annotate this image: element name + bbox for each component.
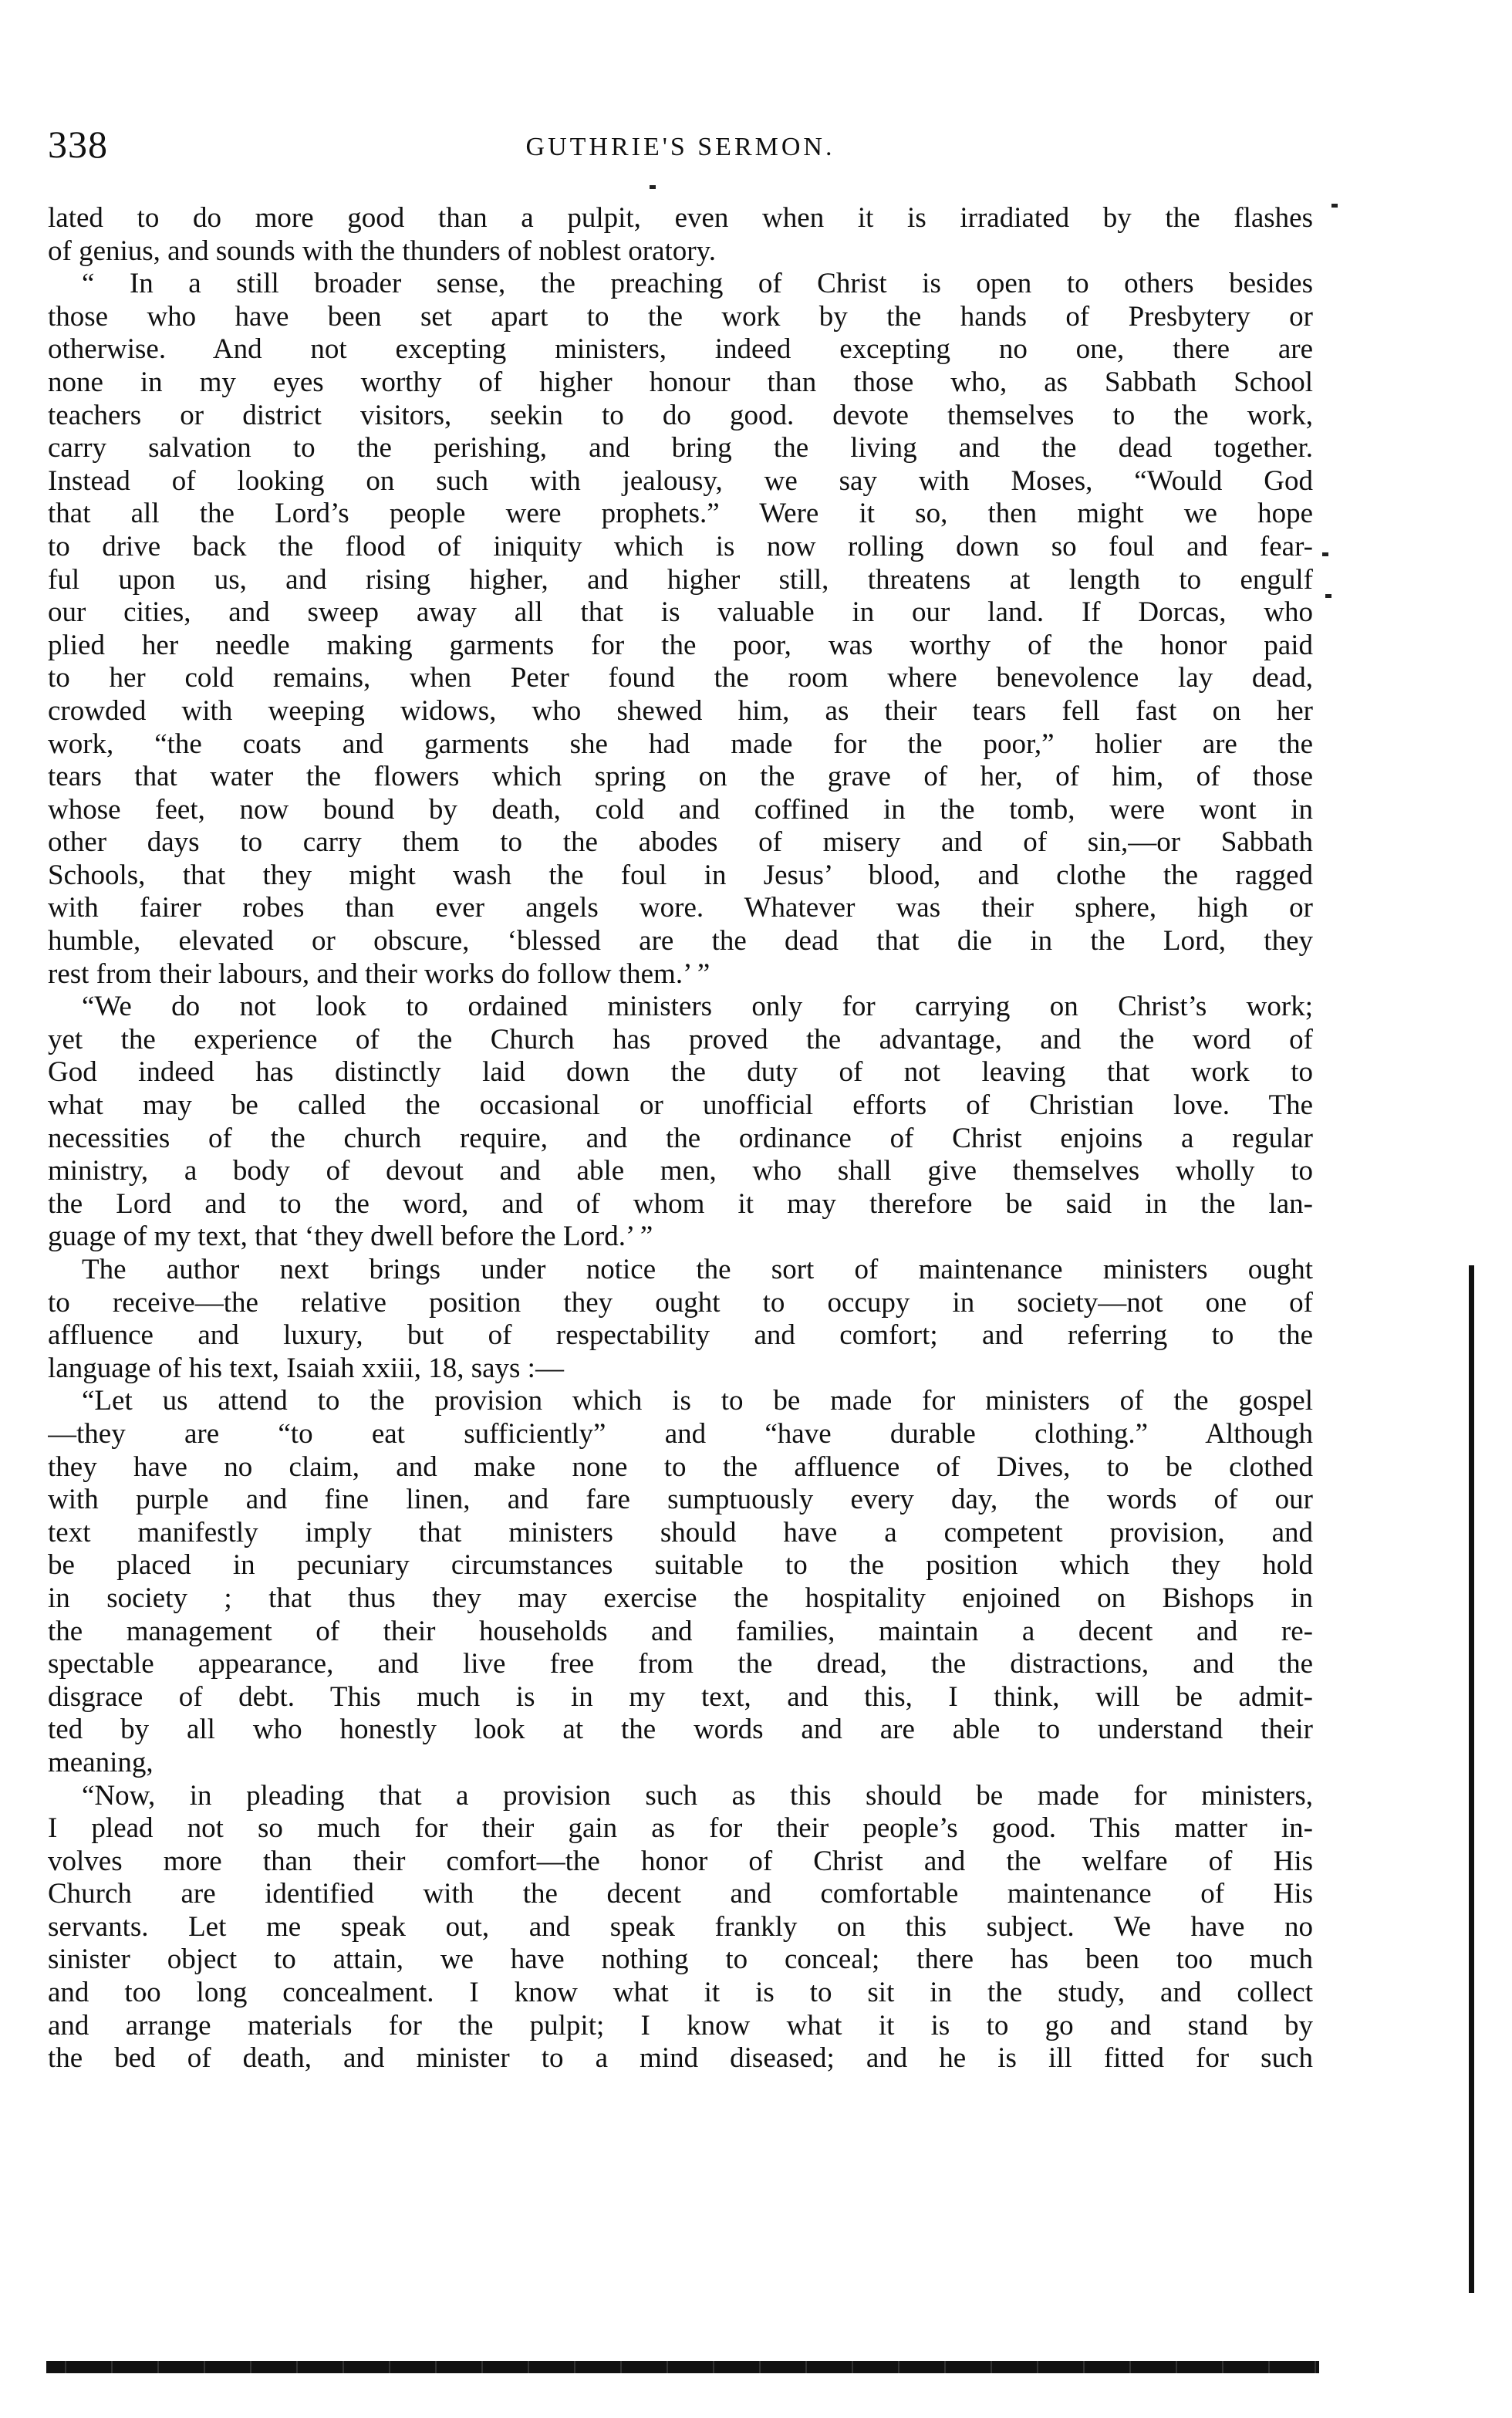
text-line: lated to do more good than a pulpit, even when it is irradiated by the flashes	[48, 202, 1313, 234]
text-line: “Now, in pleading that a provision such as this should be made for ministers,	[82, 1779, 1313, 1812]
text-line: language of his text, Isaiah xxiii, 18, says :—	[48, 1352, 564, 1384]
text-line: text manifestly imply that ministers should have a competent provision, and	[48, 1516, 1313, 1548]
text-line: —they are “to eat sufficiently” and “have durable clothing.” Although	[48, 1417, 1313, 1450]
text-line: rest from their labours, and their works do follow them.’ ”	[48, 957, 710, 990]
text-line: carry salvation to the perishing, and bring the living and the dead together.	[48, 432, 1313, 464]
text-line: Church are identified with the decent and comfortable maintenance of His	[48, 1878, 1313, 1910]
text-line: Instead of looking on such with jealousy, we say with Moses, “Would God	[48, 464, 1313, 497]
scan-speck	[650, 185, 656, 189]
text-line: “Let us attend to the provision which is to be made for ministers of the gospel	[82, 1385, 1313, 1417]
text-line: that all the Lord’s people were prophets.” Were it so, then might we hope	[48, 498, 1313, 530]
text-line: crowded with weeping widows, who shewed him, as their tears fell fast on her	[48, 694, 1313, 727]
text-line: volves more than their comfort—the honor of Christ and the welfare of His	[48, 1845, 1313, 1877]
text-line: ful upon us, and rising higher, and higher still, threatens at length to engulf	[48, 563, 1313, 596]
text-line: affluence and luxury, but of respectability and comfort; and referring to the	[48, 1319, 1313, 1352]
text-line: other days to carry them to the abodes of misery and of sin,—or Sabbath	[48, 826, 1313, 859]
text-line: to drive back the flood of iniquity which is now rolling down so foul and fear-	[48, 530, 1313, 562]
text-line: The author next brings under notice the sort of maintenance ministers ought	[82, 1254, 1313, 1285]
text-line: “ In a still broader sense, the preaching of Christ is open to others besides	[82, 268, 1313, 300]
text-line: work, “the coats and garments she had made for the poor,” holier are the	[48, 728, 1313, 760]
text-line: with purple and fine linen, and fare sumptuously every day, the words of our	[48, 1484, 1313, 1516]
text-line: humble, elevated or obscure, ‘blessed are the dead that die in the Lord, they	[48, 925, 1313, 957]
text-line: those who have been set apart to the work by the hands of Presbytery or	[48, 300, 1313, 333]
text-line: otherwise. And not excepting ministers, indeed excepting no one, there are	[48, 333, 1313, 366]
text-line: plied her needle making garments for the poor, was worthy of the honor paid	[48, 629, 1313, 661]
text-line: ted by all who honestly look at the words and are able to understand their	[48, 1714, 1313, 1746]
text-line: whose feet, now bound by death, cold and coffined in the tomb, were wont in	[48, 793, 1313, 826]
text-line: of genius, and sounds with the thunders of noblest oratory.	[48, 235, 716, 267]
scan-speck	[1331, 204, 1338, 208]
bottom-edge-shadow	[46, 2361, 1319, 2373]
text-line: the Lord and to the word, and of whom it may therefore be said in the lan-	[48, 1187, 1313, 1220]
text-line: and arrange materials for the pulpit; I know what it is to go and stand by	[48, 2009, 1313, 2041]
body-text	[48, 202, 1313, 2075]
text-line: tears that water the flowers which spring on the grave of her, of him, of those	[48, 761, 1313, 793]
text-line: the bed of death, and minister to a mind diseased; and he is ill fitted for such	[48, 2042, 1313, 2075]
page-header	[48, 116, 1313, 170]
text-line: with fairer robes than ever angels wore. Whatever was their sphere, high or	[48, 892, 1313, 924]
text-line: guage of my text, that ‘they dwell before the Lord.’ ”	[48, 1221, 653, 1253]
gutter-shadow	[1469, 1265, 1474, 2293]
scan-speck	[1325, 594, 1331, 598]
text-line: Schools, that they might wash the foul in Jesus’ blood, and clothe the ragged	[48, 859, 1313, 891]
text-line: to her cold remains, when Peter found the room where benevolence lay dead,	[48, 662, 1313, 694]
text-line: spectable appearance, and live free from the dread, the distractions, and the	[48, 1648, 1313, 1680]
text-line: disgrace of debt. This much is in my text, and this, I think, will be admit-	[48, 1680, 1313, 1713]
text-line: our cities, and sweep away all that is valuable in our land. If Dorcas, who	[48, 596, 1313, 629]
text-line: none in my eyes worthy of higher honour than those who, as Sabbath School	[48, 366, 1313, 398]
scan-speck	[1322, 552, 1328, 556]
text-line: teachers or district visitors, seekin to do good. devote themselves to the work,	[48, 399, 1313, 431]
text-line: I plead not so much for their gain as for their people’s good. This matter in-	[48, 1812, 1313, 1845]
text-line: ministry, a body of devout and able men, who shall give themselves wholly to	[48, 1155, 1313, 1187]
text-line: God indeed has distinctly laid down the duty of not leaving that work to	[48, 1056, 1313, 1089]
text-line: in society ; that thus they may exercise the hospitality enjoined on Bishops in	[48, 1582, 1313, 1614]
text-line: and too long concealment. I know what it is to sit in the study, and collect	[48, 1977, 1313, 2009]
running-head: GUTHRIE'S SERMON.	[525, 133, 835, 161]
text-line: to receive—the relative position they ought to occupy in society—not one of	[48, 1286, 1313, 1319]
page-number: 338	[48, 123, 108, 166]
text-line: what may be called the occasional or unofficial efforts of Christian love. The	[48, 1089, 1313, 1122]
text-line: they have no claim, and make none to the affluence of Dives, to be clothed	[48, 1450, 1313, 1483]
text-line: necessities of the church require, and the ordinance of Christ enjoins a regular	[48, 1122, 1313, 1154]
text-line: servants. Let me speak out, and speak frankly on this subject. We have no	[48, 1910, 1313, 1943]
text-line: sinister object to attain, we have nothing to conceal; there has been too much	[48, 1944, 1313, 1976]
text-line: the management of their households and families, maintain a decent and re-	[48, 1615, 1313, 1647]
text-line: yet the experience of the Church has proved the advantage, and the word of	[48, 1023, 1313, 1055]
text-line: be placed in pecuniary circumstances suitable to the position which they hold	[48, 1549, 1313, 1582]
text-line: “We do not look to ordained ministers only for carrying on Christ’s work;	[82, 991, 1313, 1023]
text-line: meaning,	[48, 1746, 154, 1778]
